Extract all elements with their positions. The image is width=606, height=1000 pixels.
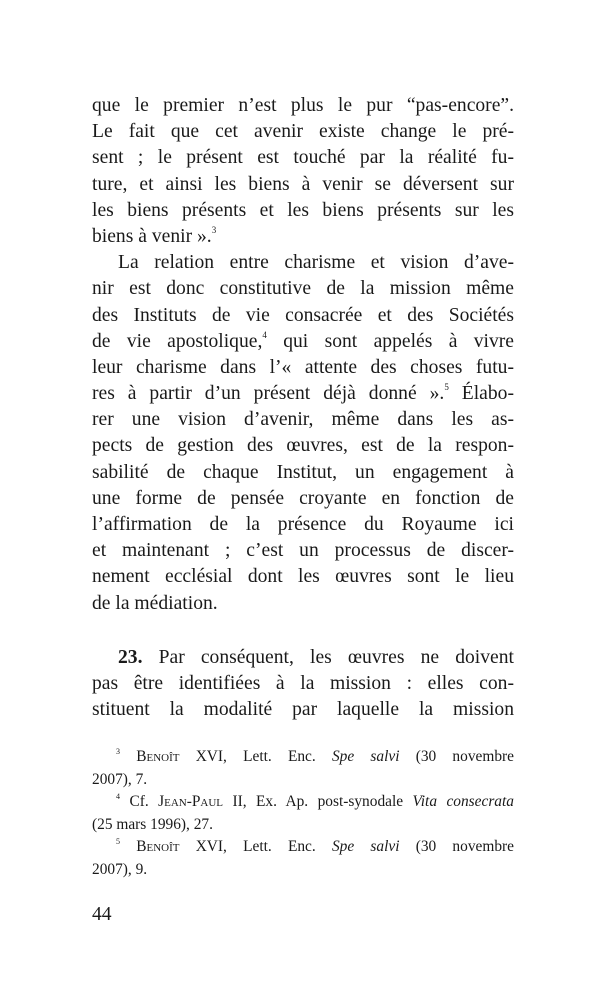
footnote-text: , Ex. Ap. post-synodale [242, 793, 404, 811]
text-segment: Par conséquent, les œuvres ne doivent [142, 646, 514, 668]
footnote-text: , Lett. Enc. [223, 838, 316, 856]
footnote-line: 2007), 7. [92, 770, 148, 788]
text-line: que le premier n’est plus le pur “pas-encore”. [92, 95, 514, 116]
section-number: 23. [118, 646, 143, 668]
text-line: Le fait que cet avenir existe change le pré- [92, 121, 514, 143]
footnotes [92, 746, 514, 882]
text-segment: res à partir d’un présent déjà donné ». [92, 383, 445, 405]
footnote-line: 2007), 9. [92, 860, 148, 878]
text-segment: qui sont appelés à vivre [266, 330, 514, 352]
text-line: l’affirmation de la présence du Royaume ici [92, 514, 514, 535]
note-ref: 3 [211, 224, 217, 235]
text-line: une forme de pensée croyante en fonction de [92, 487, 514, 509]
text-segment: de vie apostolique, [92, 330, 263, 352]
footnote-title: Vita consecrata [412, 793, 514, 811]
text-line: nement ecclésial dont les œuvres sont le lieu [92, 566, 514, 588]
text-line: La relation entre charisme et vision d’ave- [118, 252, 514, 274]
footnote-title: Spe salvi [331, 748, 400, 765]
footnote-line: (25 mars 1996), 27. [92, 815, 213, 833]
text-segment: Élabo- [448, 383, 514, 405]
text-line: sent ; le présent est touché par la réalité fu- [92, 147, 514, 169]
footnote-line [92, 791, 514, 814]
footnote-text: , Lett. Enc. [223, 748, 316, 765]
text-line: pas être identifiées à la mission : elles con- [92, 672, 514, 694]
text-line: rer une vision d’avenir, même dans les as- [92, 409, 514, 431]
text-line [92, 224, 514, 250]
text-line: les biens présents et les biens présents sur les [92, 199, 514, 221]
text-line: stituent la modalité par laquelle la mission [92, 699, 514, 721]
footnote-line [92, 836, 514, 859]
main-text [92, 93, 514, 723]
footnote-author: Benoît XVI [136, 838, 224, 856]
footnote-title: Spe salvi [331, 838, 400, 856]
footnote-author: Jean-Paul II [158, 793, 243, 811]
text-line: de la médiation. [92, 592, 218, 614]
footnote-number: 5 [116, 837, 120, 847]
text-line: leur charisme dans l’« attente des choses futu- [92, 356, 514, 378]
footnote-number: 4 [116, 792, 120, 802]
text-line: ture, et ainsi les biens à venir se déversent sur [92, 173, 514, 195]
footnote-text: Cf. [129, 793, 149, 811]
footnote-text: (30 novembre [415, 838, 514, 856]
text-line: des Instituts de vie consacrée et des Sociétés [92, 304, 514, 326]
paragraph-gap [92, 617, 514, 645]
footnote-text: (30 novembre [415, 748, 514, 765]
text-line: nir est donc constitutive de la mission même [92, 278, 514, 300]
text-line [92, 329, 514, 355]
text-line: sabilité de chaque Institut, un engagement à [92, 461, 514, 483]
text-line: pects de gestion des œuvres, est de la respon- [92, 435, 514, 457]
note-ref: 5 [444, 382, 449, 393]
note-ref: 4 [262, 329, 267, 340]
text-line [92, 381, 514, 407]
page-number: 44 [92, 904, 112, 925]
footnote-number: 3 [116, 747, 120, 756]
text-line [92, 645, 514, 671]
text-segment: biens à venir ». [92, 225, 212, 247]
text-line: et maintenant ; c’est un processus de discer- [92, 540, 514, 562]
footnote-author: Benoît XVI [136, 748, 224, 765]
footnote-line [92, 746, 514, 769]
